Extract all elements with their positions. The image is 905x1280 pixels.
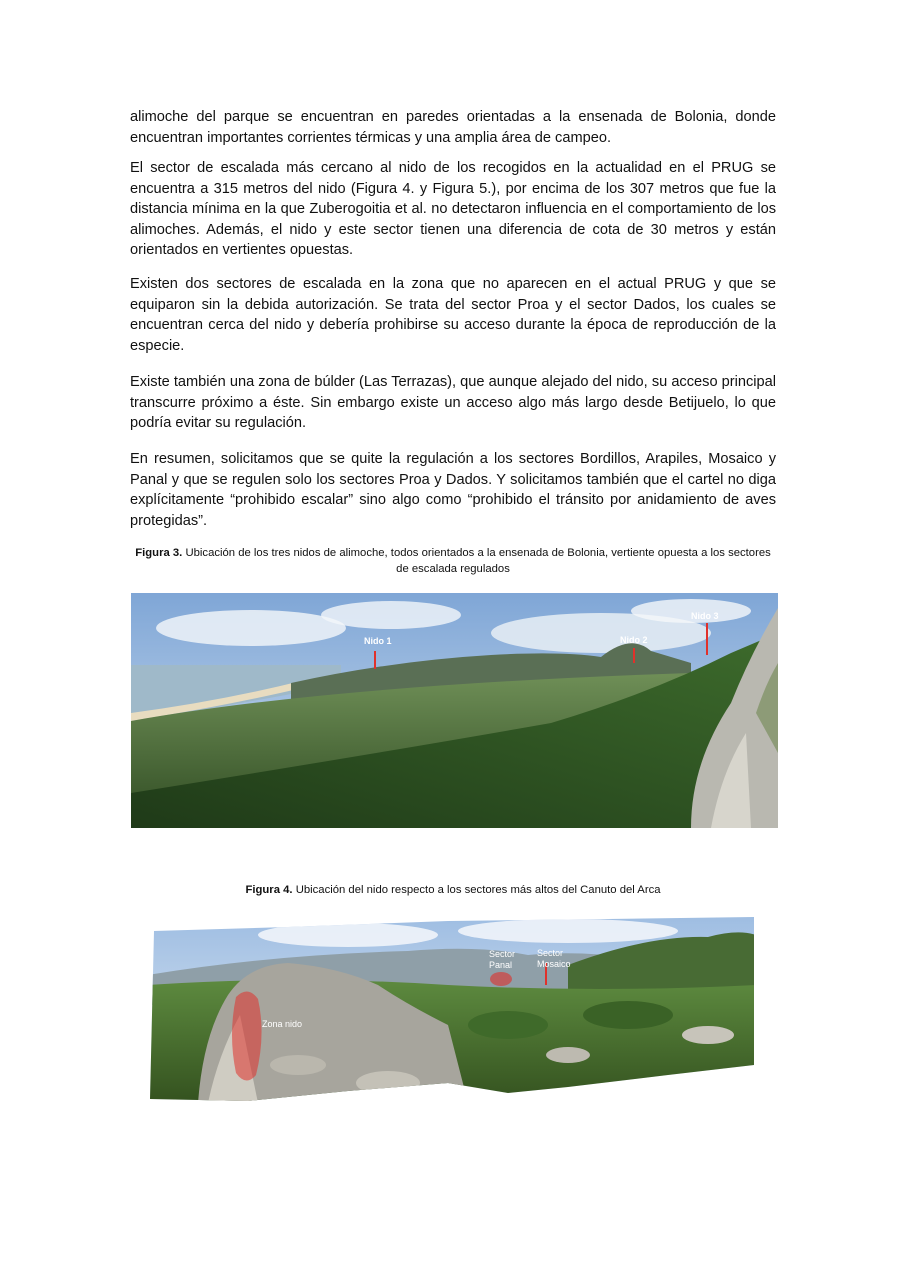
figure-3-label: Figura 3.: [135, 547, 183, 559]
sector-panal-highlight: [490, 972, 512, 986]
paragraph-1: alimoche del parque se encuentran en paredes orientadas a la ensenada de Bolonia, donde encuentran importantes corrientes térmicas y una amplia área de campeo.: [130, 109, 776, 146]
cloud: [156, 610, 346, 646]
nido-2-label: Nido 2: [620, 635, 648, 645]
boulder: [270, 1055, 326, 1075]
figure-4-photo: [148, 915, 756, 1103]
figure-3-photo: [131, 593, 778, 828]
figure-4-label: Figura 4.: [245, 884, 293, 896]
boulder: [356, 1071, 420, 1095]
sector-mosaico-label-line2: Mosaico: [537, 959, 571, 969]
shrub: [583, 1001, 673, 1029]
figure-4-caption: [130, 882, 776, 898]
figure-3-caption: [130, 545, 776, 577]
paragraph-3: Existen dos sectores de escalada en la zona que no aparecen en el actual PRUG y que se equiparon sin la debida autorización. Se trata del sector Proa y el sector Dados, los cuales se encuentran cerca del nido y debería prohibirse su acceso durante la época de reproducción de la especie.: [130, 276, 776, 354]
cloud: [321, 601, 461, 629]
paragraph-2: El sector de escalada más cercano al nido de los recogidos en la actualidad en el PRUG se encuentra a 315 metros del nido (Figura 4. y Figura 5.), por encima de los 307 metros que fue la distancia mínima en la que Zuberogoitia et al. no detectaron influencia en el comportamiento de los alimoches. Además, el nido y este sector tienen una diferencia de cota de 30 metros y están orientados en vertientes opuestas.: [130, 160, 776, 258]
figure-3-caption-text: Ubicación de los tres nidos de alimoche, todos orientados a la ensenada de Bolonia, vertiente opuesta a los sectores de escalada regulados: [185, 547, 771, 575]
figure-4-caption-text: Ubicación del nido respecto a los sectores más altos del Canuto del Arca: [295, 884, 661, 896]
nido-1-label: Nido 1: [364, 636, 392, 646]
paragraph-5: En resumen, solicitamos que se quite la regulación a los sectores Bordillos, Arapiles, Mosaico y Panal y que se regulen solo los sectores Proa y Dados. Y solicitamos también que el cartel no diga explícitamente “prohibido escalar” sino algo como “prohibido el tránsito por anidamiento de aves protegidas”.: [130, 451, 776, 529]
nest-zone-highlight: [232, 991, 262, 1080]
shrub: [468, 1011, 548, 1039]
paragraph-4: Existe también una zona de búlder (Las Terrazas), que aunque alejado del nido, su acceso principal transcurre próximo a éste. Sin embargo existe un acceso algo más largo desde Betijuelo, lo que podría evitar su regulación.: [130, 374, 776, 431]
cloud: [458, 919, 678, 943]
sector-panal-label-line1: Sector: [489, 949, 516, 959]
nest-zone-label: Zona nido: [262, 1019, 303, 1029]
boulder: [682, 1026, 734, 1044]
boulder: [546, 1047, 590, 1063]
sector-panal-label-line2: Panal: [489, 960, 513, 970]
cloud: [258, 923, 438, 947]
sector-mosaico-label-line1: Sector: [537, 948, 564, 958]
nido-3-label: Nido 3: [691, 611, 719, 621]
